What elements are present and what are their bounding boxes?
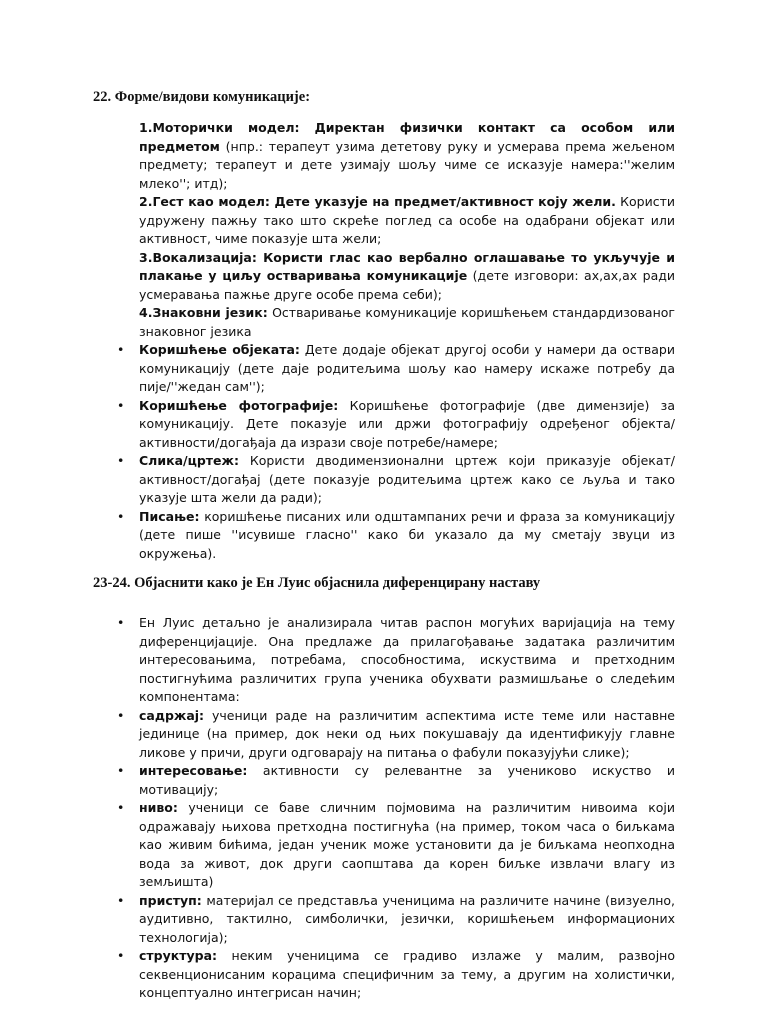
item-term: Коришћење фотографије: xyxy=(139,397,339,413)
item-text: активности су релевантне за учениково искуство и мотивацију; xyxy=(139,763,675,797)
item-text: Користи дводимензионални цртеж који приказује објекат/активност/догађај (дете показује родитељима цртеж како се љуља и тако указује шта жели да ради); xyxy=(139,453,675,505)
bullet-item xyxy=(139,799,675,892)
list-item xyxy=(139,193,675,249)
list-item xyxy=(139,119,675,193)
bullet-item xyxy=(139,892,675,948)
item-term: 2.Гест као модел: Дете указује на предмет/активност коју жели. xyxy=(139,194,616,209)
item-text: материјал се представља ученицима на различите начине (визуелно, аудитивно, тактилно, симболички, језички, коришћењем информационих технологија); xyxy=(139,892,675,945)
section-23-heading: 23-24. Објаснити како је Ен Луис објаснила диференцирану наставу xyxy=(93,575,541,591)
item-term: 1.Моторички модел: Директан физички контакт са особом или предметом xyxy=(139,120,675,154)
item-term: структура: xyxy=(139,948,218,963)
item-term: ниво: xyxy=(139,800,178,815)
bullet-item xyxy=(139,707,675,763)
list-item xyxy=(139,249,675,305)
section-22-heading: 22. Форме/видови комуникације: xyxy=(93,89,311,105)
item-term: Писање: xyxy=(139,508,200,524)
bullet-item xyxy=(139,614,675,707)
bullet-item xyxy=(139,452,675,508)
item-text: (нпр.: терапеут узима дететову руку и усмерава према жељеном предмету; терапеут и дете узимају шољу чиме се исказује намера:''желим млеко''; итд); xyxy=(139,138,675,191)
item-term: 3.Вокализација: Користи глас као вербално оглашавање то укључује и плакање у циљу остваривања комуникације xyxy=(139,249,675,283)
bullet-item xyxy=(139,762,675,799)
item-text: Користи удружену пажњу тако што скреће поглед са особе на одабрани објекат или активност, чиме показује шта жели; xyxy=(139,194,676,246)
section-22-body xyxy=(139,119,675,563)
item-text: Ен Луис детаљно је анализирала читав распон могућих варијација на тему диференцијације. Она предлаже да прилагођавање задатака различитим интересовањима, потребама, способностима, искуствима и претходним постигнућима различитих група ученика обухвати размишљање о следећим компонентама: xyxy=(139,615,675,704)
item-text: неким ученицима се градиво излаже у малим, развојно секвенционисаним корацима специфичним за тему, а другим на холистички, концептуално интегрисан начин; xyxy=(139,948,675,1000)
bullet-item xyxy=(139,947,675,1003)
bullet-item xyxy=(139,397,675,453)
item-text: Дете додаје објекат другој особи у намери да оствари комуникацију (дете даје родитељима шољу као намеру искаже потребу да пије/''жедан сам''); xyxy=(139,342,675,394)
item-text: ученици раде на различитим аспектима исте теме или наставне јединице (на пример, док неки од њих покушавају да идентификују главне ликове у причи, други одговарају на питања о фабули показујући слике); xyxy=(139,707,675,760)
item-text: (дете изговори: ах,ах,ах ради усмеравања пажње друге особе према себи); xyxy=(139,268,675,302)
section-23-body xyxy=(139,614,675,1003)
item-text: ученици се баве сличним појмовима на различитим нивоима који одражавају њихова претходна постигнућа (на пример, током часа о биљкама као живим бићима, један ученик може установити да је биљкама неопходна вода за живот, док други саопштава да корен биљке извлачи влагу из земљишта) xyxy=(139,800,675,889)
list-item xyxy=(139,304,675,341)
item-term: интересовање: xyxy=(139,763,248,778)
item-text: коришћење писаних или одштампаних речи и фраза за комуникацију (дете пише ''исувише гласно'' како би указало да му сметају звуци из окружења). xyxy=(139,508,675,561)
bullet-item xyxy=(139,508,675,564)
item-text: Коришћење фотографије (две димензије) за комуникацију. Дете показује или држи фотографију одређеног објекта/активности/догађаја да изрази своје потребе/намере; xyxy=(139,397,675,450)
item-term: Слика/цртеж: xyxy=(139,453,239,468)
item-text: Остваривање комуникације коришћењем стандардизованог знаковног језика xyxy=(139,305,675,339)
item-term: 4.Знаковни језик: xyxy=(139,305,268,320)
item-term: приступ: xyxy=(139,892,202,908)
bullet-item xyxy=(139,341,675,397)
item-term: Коришћење објеката: xyxy=(139,342,300,357)
item-term: садржај: xyxy=(139,707,205,723)
